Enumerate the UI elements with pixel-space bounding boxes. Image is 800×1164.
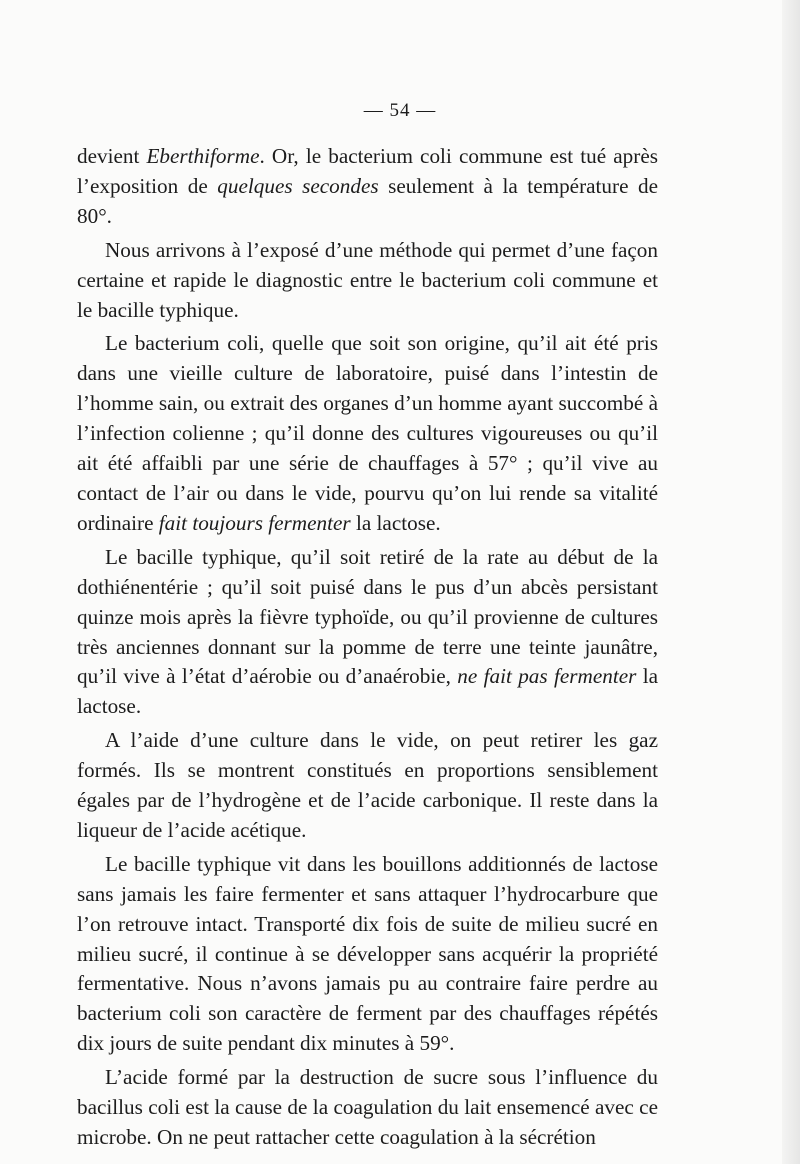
text-run: la lactose. xyxy=(77,664,658,719)
text-run: la lactose. xyxy=(350,510,441,535)
paragraph xyxy=(77,543,658,722)
page-number: — 54 — xyxy=(363,100,437,121)
text-run: Le bacille typhique, qu’il soit retiré de la rate au début de la dothiénentérie ; qu’il soit puisé dans le pus d’un abcès persistant quinze mois après la fièvre typhoïde, ou qu’il provienne de cultures très anciennes donnant sur la pomme de terre une teinte jaunâtre, qu’il vive à l’état d’aérobie ou d’anaérobie, xyxy=(77,544,658,689)
paragraph xyxy=(77,726,658,846)
body-text xyxy=(77,142,658,1153)
italic-text: Eberthiforme xyxy=(146,144,260,168)
paragraph xyxy=(77,142,658,232)
text-run: Nous arrivons à l’exposé d’une méthode qui permet d’une façon certaine et rapide le diagnostic entre le bacterium coli commune et le bacille typhique. xyxy=(77,237,658,322)
text-run: devient xyxy=(77,144,147,168)
paragraph xyxy=(77,850,658,1059)
text-run: L’acide formé par la destruction de sucre sous l’influence du bacillus coli est la cause de la coagulation du lait ensemencé avec ce microbe. On ne peut rattacher cette coagulation à la sécrétion xyxy=(77,1065,658,1149)
text-run: Le bacterium coli, quelle que soit son origine, qu’il ait été pris dans une vieille culture de laboratoire, puisé dans l’intestin de l’homme sain, ou extrait des organes d’un homme ayant succombé à l’infection colienne ; qu’il donne des cultures vigoureuses ou qu’il ait été affaibli par une série de chauffages à 57° ; qu’il vive au contact de l’air ou dans le vide, pourvu qu’on lui rende sa vitalité ordinaire xyxy=(77,331,658,535)
paragraph xyxy=(77,329,658,538)
italic-text: fait toujours fermenter xyxy=(158,510,351,535)
text-run: seulement à la température de 80°. xyxy=(77,173,658,228)
italic-text: ne fait pas fermenter xyxy=(457,664,637,689)
page-edge xyxy=(782,0,800,1164)
paragraph xyxy=(77,236,658,326)
text-run: . Or, le bacterium coli commune est tué après l’exposition de xyxy=(77,144,658,198)
text-run: A l’aide d’une culture dans le vide, on peut retirer les gaz formés. Ils se montrent constitués en proportions sensiblement égales par de l’hydrogène et de l’acide carbonique. Il reste dans la liqueur de l’acide acétique. xyxy=(77,728,658,842)
paragraph xyxy=(77,1063,658,1153)
text-run: Le bacille typhique vit dans les bouillons additionnés de lactose sans jamais les faire fermenter et sans attaquer l’hydrocarbure que l’on retrouve intact. Transporté dix fois de suite de milieu sucré en milieu sucré, il continue à se développer sans acquérir la propriété fermentative. Nous n’avons jamais pu au contraire faire perdre au bacterium coli son caractère de ferment par des chauffages répétés dix jours de suite pendant dix minutes à 59°. xyxy=(77,851,658,1056)
italic-text: quelques secondes xyxy=(217,173,379,198)
